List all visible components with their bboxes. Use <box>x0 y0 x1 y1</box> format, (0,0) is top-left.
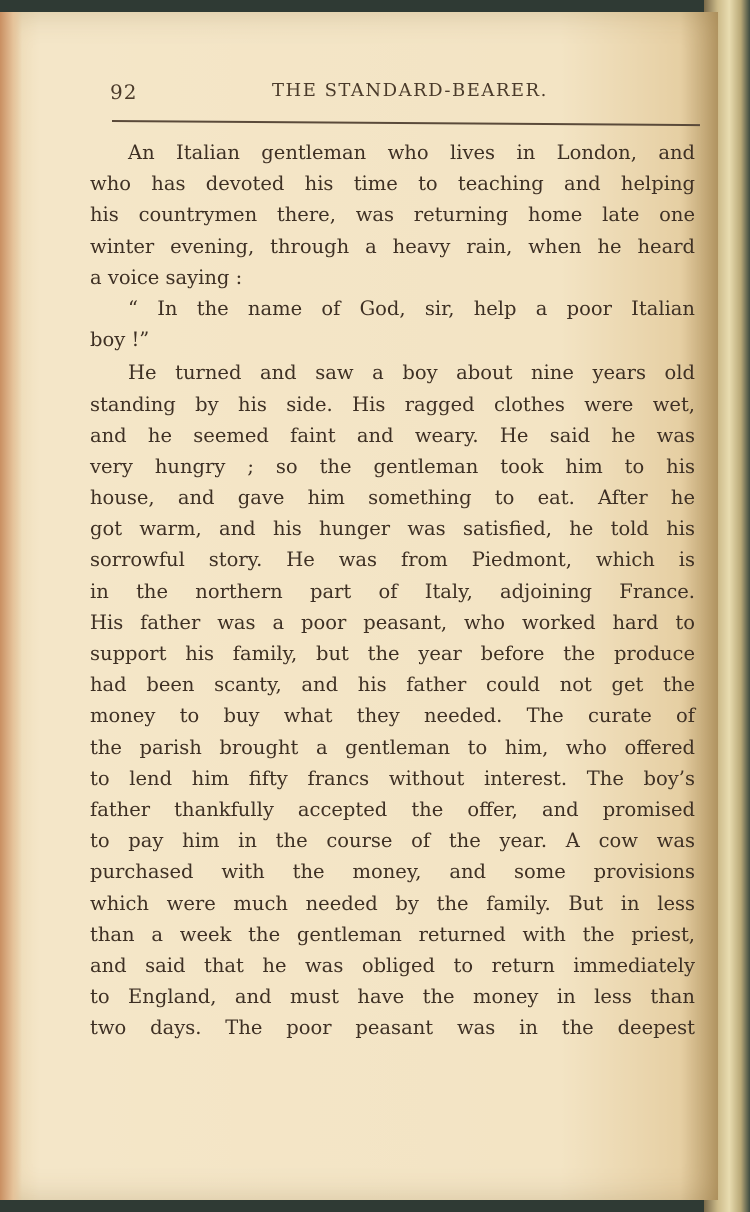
text-line: who has devoted his time to teaching and helping <box>90 172 695 196</box>
text-line: had been scanty, and his father could not get the <box>90 673 695 697</box>
text-line: father thankfully accepted the offer, and promised <box>90 797 695 821</box>
page-header <box>110 80 690 110</box>
text-line: his countrymen there, was returning home late one <box>90 203 695 227</box>
text-line: to lend him fifty francs without interest. The boy’s <box>90 766 695 790</box>
text-line: “ In the name of God, sir, help a poor Italian <box>128 296 695 320</box>
text-line: in the northern part of Italy, adjoining France. <box>90 579 695 603</box>
text-line: purchased with the money, and some provisions <box>90 860 695 884</box>
text-line: He turned and saw a boy about nine years old <box>128 361 695 385</box>
body-text <box>90 137 695 1043</box>
text-line: which were much needed by the family. But in less <box>90 891 695 915</box>
text-line: standing by his side. His ragged clothes were wet, <box>90 392 695 416</box>
page-gutter <box>0 12 22 1200</box>
text-line: very hungry ; so the gentleman took him to his <box>90 454 695 478</box>
text-line: than a week the gentleman returned with the priest, <box>90 922 695 946</box>
running-title: THE STANDARD-BEARER. <box>272 80 548 101</box>
text-line: and said that he was obliged to return immediately <box>90 953 695 977</box>
text-line: winter evening, through a heavy rain, when he heard <box>90 234 695 258</box>
text-line: a voice saying : <box>90 265 243 289</box>
text-line: and he seemed faint and weary. He said he was <box>90 423 695 447</box>
text-line: the parish brought a gentleman to him, who offered <box>90 735 695 759</box>
text-line: house, and gave him something to eat. After he <box>90 486 695 510</box>
page-number: 92 <box>110 80 138 104</box>
text-line: to England, and must have the money in less than <box>90 985 695 1009</box>
text-line: His father was a poor peasant, who worked hard to <box>90 610 695 634</box>
text-line: got warm, and his hunger was satisfied, he told his <box>90 517 695 541</box>
text-line: An Italian gentleman who lives in London, and <box>128 141 695 164</box>
text-line: to pay him in the course of the year. A cow was <box>90 829 695 853</box>
text-line: sorrowful story. He was from Piedmont, which is <box>90 548 695 572</box>
text-line: two days. The poor peasant was in the deepest <box>90 1016 695 1040</box>
text-line: money to buy what they needed. The curate of <box>90 704 695 728</box>
text-line: boy !” <box>90 328 150 352</box>
text-line: support his family, but the year before the produce <box>90 642 695 665</box>
